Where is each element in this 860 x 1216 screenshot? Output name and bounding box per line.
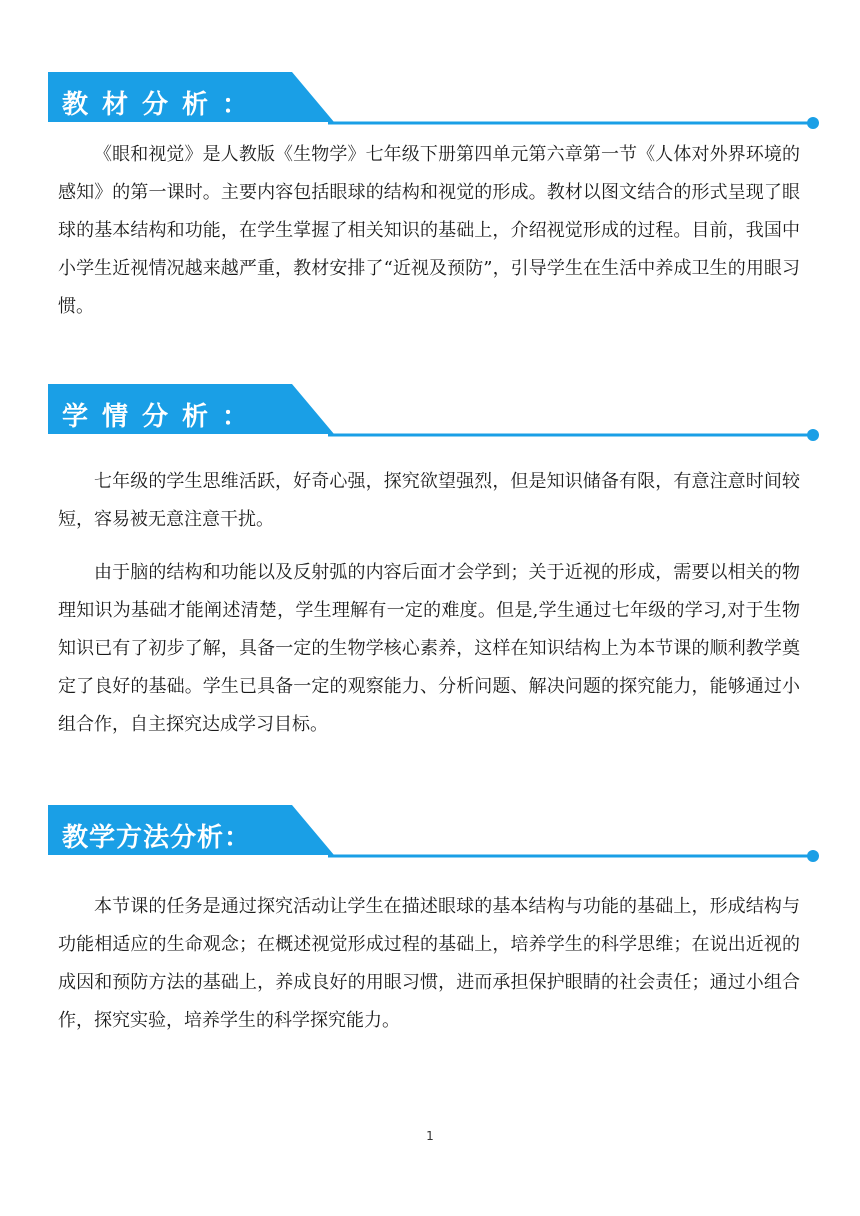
paragraph: 本节课的任务是通过探究活动让学生在描述眼球的基本结构与功能的基础上，形成结构与功能相适应的生命观念；在概述视觉形成过程的基础上，培养学生的科学思维；在说出近视的成因和预防方法的基础上，养成良好的用眼习惯，进而承担保护眼睛的社会责任；通过小组合作，探究实验，培养学生的科学探究能力。 — [58, 896, 800, 1031]
paragraph: 由于脑的结构和功能以及反射弧的内容后面才会学到；关于近视的形成，需要以相关的物理知识为基础才能阐述清楚，学生理解有一定的难度。但是,学生通过七年级的学习,对于生物知识已有了初步了解，具备一定的生物学核心素养，这样在知识结构上为本节课的顺利教学奠定了良好的基础。学生已具备一定的观察能力、分析问题、解决问题的探究能力，能够通过小组合作，自主探究达成学习目标。 — [58, 562, 800, 735]
section-title: 教材分析： — [62, 90, 263, 120]
page-number: 1 — [426, 1129, 434, 1143]
paragraph: 七年级的学生思维活跃，好奇心强，探究欲望强烈，但是知识储备有限，有意注意时间较短，容易被无意注意干扰。 — [58, 471, 800, 530]
section-title: 教学方法分析： — [62, 823, 252, 853]
section-header-textbook-analysis — [48, 72, 824, 130]
section-title: 学情分析： — [62, 402, 263, 432]
section-header-student-analysis — [48, 384, 824, 442]
section-header-teaching-method-analysis — [48, 805, 824, 863]
paragraph: 《眼和视觉》是人教版《生物学》七年级下册第四单元第六章第一节《人体对外界环境的感知》的第一课时。主要内容包括眼球的结构和视觉的形成。教材以图文结合的形式呈现了眼球的基本结构和功能，在学生掌握了相关知识的基础上，介绍视觉形成的过程。目前，我国中小学生近视情况越来越严重，教材安排了“近视及预防”，引导学生在生活中养成卫生的用眼习惯。 — [58, 144, 800, 317]
